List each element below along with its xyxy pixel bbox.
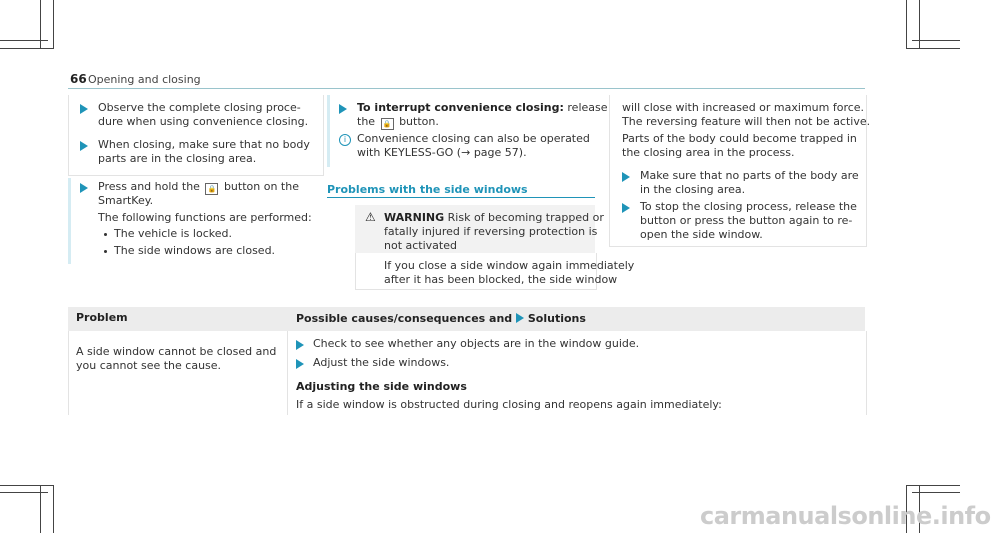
interrupt-line2-post: button. bbox=[399, 115, 439, 128]
column-header-solutions-post: Solutions bbox=[527, 312, 586, 325]
box-item-line: dure when using convenience closing. bbox=[98, 115, 309, 128]
box-item-line: parts are in the closing area. bbox=[98, 152, 257, 165]
solution-arrow-icon bbox=[516, 313, 524, 323]
step-text-pre: Press and hold the bbox=[98, 180, 200, 193]
col3-item-line: Make sure that no parts of the body are bbox=[640, 169, 859, 182]
interrupt-step bbox=[357, 101, 608, 115]
step-text-post: button on the bbox=[223, 180, 299, 193]
warning-line1 bbox=[384, 211, 604, 225]
column-header-problem: Problem bbox=[76, 311, 128, 324]
col3-item-line: To stop the closing process, release the bbox=[640, 200, 857, 213]
interrupt-rest: release bbox=[563, 101, 608, 114]
section-title: Problems with the side windows bbox=[327, 183, 528, 196]
page-number: 66 bbox=[70, 72, 87, 86]
crop-mark bbox=[912, 492, 960, 493]
key-button-icon: 🔒 bbox=[381, 118, 394, 130]
watermark: carmanualsonline.info bbox=[700, 502, 991, 530]
col3-item-line: open the side window. bbox=[640, 228, 763, 241]
crop-mark bbox=[0, 492, 48, 493]
bullet-text: The vehicle is locked. bbox=[114, 227, 232, 240]
warning-line: fatally injured if reversing protection is bbox=[384, 225, 598, 238]
info-icon: i bbox=[339, 134, 351, 146]
warning-label: WARNING bbox=[384, 211, 445, 224]
solution-step: Adjust the side windows. bbox=[313, 356, 450, 369]
bullet-dot bbox=[104, 250, 107, 253]
step-arrow-icon bbox=[296, 359, 304, 369]
box-item-line: Observe the complete closing proce- bbox=[98, 101, 301, 114]
col3-line: The reversing feature will then not be active. bbox=[622, 115, 871, 128]
step-intro: The following functions are performed: bbox=[98, 211, 312, 224]
bullet-text: The side windows are closed. bbox=[114, 244, 276, 257]
crop-mark bbox=[906, 485, 960, 486]
table-column-divider bbox=[287, 331, 288, 415]
warning-line: not activated bbox=[384, 239, 457, 252]
step-arrow-icon bbox=[296, 340, 304, 350]
step-indicator bbox=[327, 95, 330, 167]
note-line: with KEYLESS-GO (→ page 57). bbox=[357, 146, 527, 159]
table-cell-problem: A side window cannot be closed and bbox=[76, 345, 277, 358]
crop-mark bbox=[912, 40, 960, 41]
warning-body-line: If you close a side window again immediately bbox=[384, 259, 635, 272]
crop-mark bbox=[53, 485, 54, 533]
step-arrow-icon bbox=[80, 183, 88, 193]
solution-subheading: Adjusting the side windows bbox=[296, 380, 467, 393]
interrupt-line2-pre: the bbox=[357, 115, 376, 128]
section-rule bbox=[327, 197, 595, 198]
crop-mark bbox=[0, 40, 48, 41]
step-text bbox=[98, 180, 299, 195]
column-header-solutions bbox=[296, 312, 586, 326]
note-line: Convenience closing can also be operated bbox=[357, 132, 590, 145]
header-rule bbox=[68, 88, 865, 89]
page-title: Opening and closing bbox=[88, 73, 201, 86]
warning-text: Risk of becoming trapped or bbox=[444, 211, 604, 224]
warning-icon: ⚠ bbox=[365, 210, 376, 224]
column-header-solutions-pre: Possible causes/consequences and bbox=[296, 312, 513, 325]
step-arrow-icon bbox=[622, 203, 630, 213]
bullet-dot bbox=[104, 233, 107, 236]
col3-line: the closing area in the process. bbox=[622, 146, 795, 159]
interrupt-line2 bbox=[357, 115, 439, 130]
crop-mark bbox=[0, 48, 54, 49]
solution-step: Check to see whether any objects are in the window guide. bbox=[313, 337, 640, 350]
crop-mark bbox=[53, 0, 54, 48]
step-arrow-icon bbox=[80, 141, 88, 151]
step-indicator bbox=[68, 178, 71, 264]
col3-line: will close with increased or maximum force. bbox=[622, 101, 865, 114]
solution-subtext: If a side window is obstructed during closing and reopens again immediately: bbox=[296, 398, 722, 411]
crop-mark bbox=[0, 485, 54, 486]
warning-body-line: after it has been blocked, the side window bbox=[384, 273, 618, 286]
step-text-line2: SmartKey. bbox=[98, 194, 154, 207]
col3-item-line: button or press the button again to re- bbox=[640, 214, 853, 227]
col3-item-line: in the closing area. bbox=[640, 183, 746, 196]
step-arrow-icon bbox=[622, 172, 630, 182]
key-button-icon: 🔒 bbox=[205, 183, 218, 195]
step-arrow-icon bbox=[80, 104, 88, 114]
step-arrow-icon bbox=[339, 104, 347, 114]
interrupt-label: To interrupt convenience closing: bbox=[357, 101, 564, 114]
crop-mark bbox=[906, 0, 907, 48]
box-item-line: When closing, make sure that no body bbox=[98, 138, 310, 151]
col3-line: Parts of the body could become trapped in bbox=[622, 132, 857, 145]
table-cell-problem: you cannot see the cause. bbox=[76, 359, 222, 372]
crop-mark bbox=[906, 48, 960, 49]
